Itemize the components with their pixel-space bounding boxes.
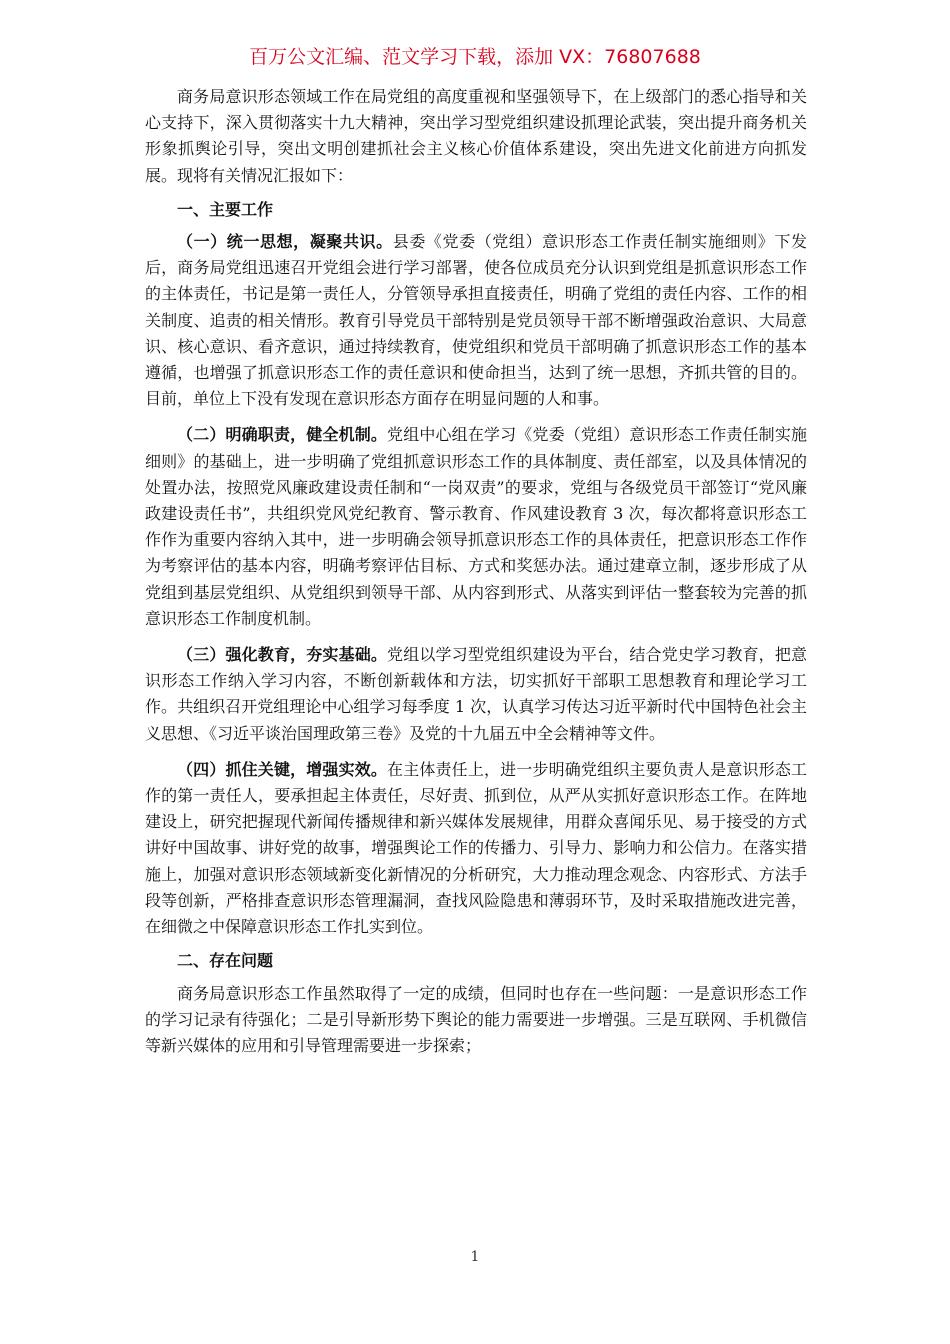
page-number: 1 (470, 1249, 480, 1265)
item-text-4: 在主体责任上，进一步明确党组织主要负责人是意识形态工作的第一责任人，要承担起主体责任，尽好责、抓到位，从严从实抓好意识形态工作。在阵地建设上，研究把握现代新闻传播规律和新兴媒体发展规律，用群众喜闻乐见、易于接受的方式讲好中国故事、讲好党的故事，增强舆论工作的传播力、引导力、影响力和公信力。在落实措施上，加强对意识形态领域新变化新情况的分析研究，大力推动理念观念、内容形式、方法手段等创新，严格排查意识形态管理漏洞，查找风险隐患和薄弱环节，及时采取措施改进完善，在细微之中保障意识形态工作扎实到位。 (145, 759, 807, 937)
item-lead-1: （一）统一思想，凝聚共识。 (177, 232, 393, 252)
item-paragraph-4 (145, 757, 807, 940)
problems-paragraph: 商务局意识形态工作虽然取得了一定的成绩，但同时也存在一些问题：一是意识形态工作的学习记录有待强化；二是引导新形势下舆论的能力需要进一步增强。三是互联网、手机微信等新兴媒体的应用和引导管理需要进一步探索； (145, 983, 807, 1055)
document-body (145, 84, 807, 1059)
item-paragraph-2 (145, 422, 807, 632)
item-paragraph-1 (145, 229, 807, 412)
intro-paragraph: 商务局意识形态领域工作在局党组的高度重视和坚强领导下，在上级部门的悉心指导和关心支持下，深入贯彻落实十九大精神，突出学习型党组织建设抓理论武装，突出提升商务机关形象抓舆论引导，突出文明创建抓社会主义核心价值体系建设，突出先进文化前进方向抓发展。现将有关情况汇报如下： (145, 87, 807, 185)
item-lead-4: （四）抓住关键，增强实效。 (177, 759, 388, 779)
item-text-2: 党组中心组在学习《党委（党组）意识形态工作责任制实施细则》的基础上，进一步明确了党组抓意识形态工作的具体制度、责任部室，以及具体情况的处置办法，按照党风廉政建设责任制和“一岗双责”的要求，党组与各级党员干部签订“党风廉政建设责任书”，共组织党风党纪教育、警示教育、作风建设教育 3 次，每次都将意识形态工作作为重要内容纳入其中，进一步明确会领导抓意识形态工作的具体责任，把意识形态工作作为考察评估的基本内容，明确考察评估目标、方式和奖惩办法。通过建章立制，逐步形成了从党组到基层党组织、从党组织到领导干部、从内容到形式、从落实到评估一整套较为完善的抓意识形态工作制度机制。 (145, 425, 807, 628)
item-text-3: 党组以学习型党组织建设为平台，结合党史学习教育，把意识形态工作纳入学习内容，不断创新载体和方法，切实抓好干部职工思想教育和理论学习工作。共组织召开党组理论中心组学习每季度 1 次，认真学习传达习近平新时代中国特色社会主义思想、《习近平谈治国理政第三卷》及党的十九届五中全会精神等文件。 (145, 645, 807, 743)
section-heading-problems: 二、存在问题 (177, 951, 274, 971)
item-text-1: 县委《党委（党组）意识形态工作责任制实施细则》下发后，商务局党组迅速召开党组会进行学习部署，使各位成员充分认识到党组是抓意识形态工作的主体责任，书记是第一责任人，分管领导承担直接责任，明确了党组的责任内容、工作的相关制度、追责的相关情形。教育引导党员干部特别是党员领导干部不断增强政治意识、大局意识、核心意识、看齐意识，通过持续教育，使党组织和党员干部明确了抓意识形态工作的基本遵循，也增强了抓意识形态工作的责任意识和使命担当，达到了统一思想，齐抓共管的目的。目前，单位上下没有发现在意识形态方面存在明显问题的人和事。 (145, 232, 807, 409)
item-lead-3: （三）强化教育，夯实基础。 (177, 645, 388, 665)
item-paragraph-3 (145, 642, 807, 747)
promo-banner: 百万公文汇编、范文学习下载，添加 VX：76807688 (249, 46, 701, 68)
section-heading-main-work: 一、主要工作 (177, 199, 274, 219)
item-lead-2: （二）明确职责，健全机制。 (177, 425, 388, 445)
